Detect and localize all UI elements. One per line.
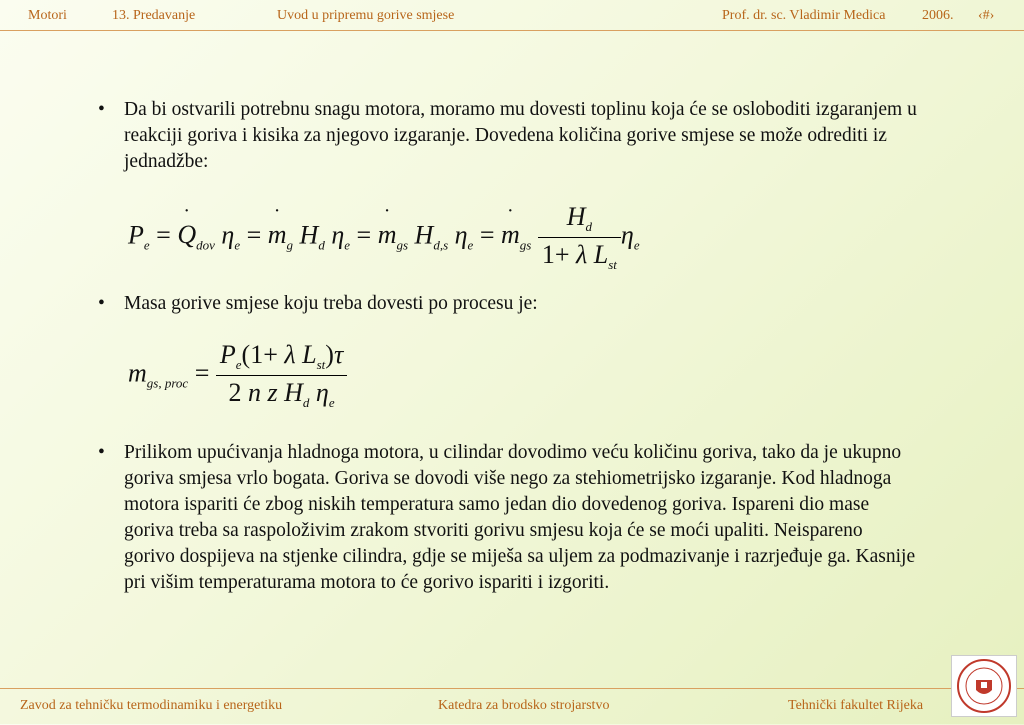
bullet-dot: • <box>98 99 105 120</box>
bullet-dot: • <box>98 293 105 314</box>
header-lecture: 13. Predavanje <box>112 8 196 23</box>
bullet-text: Prilikom upućivanja hladnoga motora, u cilindar dovodimo veću količinu goriva, tako da je ukupno goriva smjesa vrlo bogata. Goriva se dovodi više nego za stehiometrijsko izgaranje. Kod hladnoga motora ispariti će zbog niskih temperatura samo jedan dio dovedenog goriva. Ispareni dio mase goriva treba sa raspoloživim zrakom stvoriti gorivu smjesu koja će se moći upaliti. Neispareno gorivo dospijeva na stjenke cilindra, gdje se miješa sa uljem za podmazivanje i razrjeđuje ga. Kasnije pri višim temperaturama motora to će gorivo ispariti i izgoriti. <box>124 442 916 593</box>
footer-chair: Katedra za brodsko strojarstvo <box>438 698 610 713</box>
header-year: 2006. <box>922 8 954 23</box>
footer-faculty: Tehnički fakultet Rijeka <box>788 698 924 713</box>
header-author: Prof. dr. sc. Vladimir Medica <box>722 8 886 23</box>
header-course: Motori <box>28 8 67 23</box>
slide-header <box>0 0 1024 31</box>
bullet-item-power <box>98 97 918 175</box>
faculty-seal-icon <box>952 656 1016 716</box>
bullet-item-mixture-mass <box>98 291 918 317</box>
footer-department: Zavod za tehničku termodinamiku i energetiku <box>20 698 283 713</box>
bullet-dot: • <box>98 442 105 463</box>
equation-heat-supply: $P_e$ = ˙ $Q_{dov}$ $\eta_e$ = ˙ $m_g$ $H_d$ $\eta_e$ = ˙ $m_{gs}$ $H_{d,s}$ $\eta_e$ = ˙ $m_{gs}$ $\frac{H_d}{1+ \lambda L_{st}}$ $\eta_e$ <box>128 202 640 273</box>
bullet-text: Da bi ostvarili potrebnu snagu motora, moramo mu dovesti toplinu koja će se osloboditi izgaranjem u reakciji goriva i kisika za njegovo izgaranje. Dovedena količina gorive smjese se može odrediti iz jednadžbe: <box>124 99 917 172</box>
slide-footer <box>0 688 1024 725</box>
header-topic: Uvod u pripremu gorive smjese <box>277 8 455 23</box>
faculty-logo <box>951 655 1017 717</box>
equation-mixture-mass: $m_{gs, proc}$ = $\frac{P_e(1+ \lambda L_{st})\tau}{2 n z H_d \eta_e}$ <box>128 340 347 411</box>
header-page-number: ‹#› <box>978 8 995 23</box>
bullet-item-cold-start <box>98 440 918 596</box>
bullet-text: Masa gorive smjese koju treba dovesti po procesu je: <box>124 293 538 314</box>
